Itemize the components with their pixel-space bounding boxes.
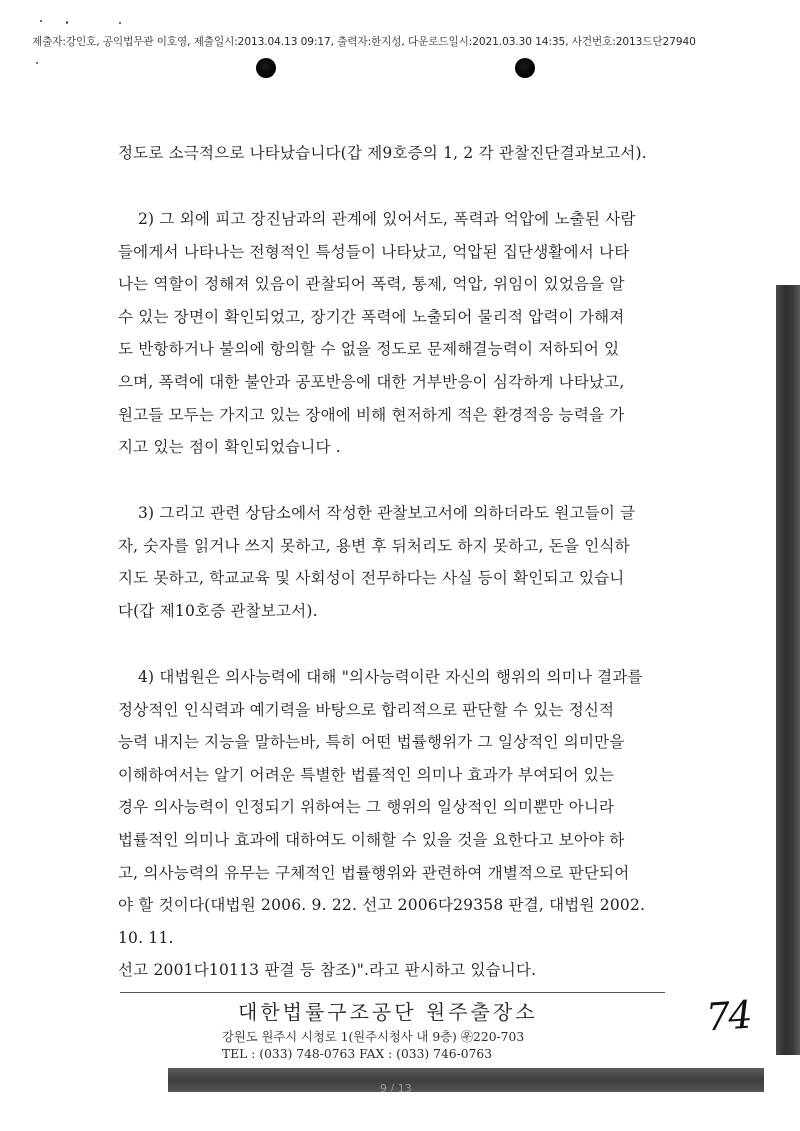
scan-speck [36, 62, 38, 64]
text-line: 고, 의사능력의 유무는 구체적인 법률행위와 관련하여 개별적으로 판단되어 [118, 863, 630, 882]
intro-line: 정도로 소극적으로 나타났습니다(갑 제9호증의 1, 2 각 관찰진단결과보고서). [118, 144, 647, 162]
text-line: 나는 역할이 정해져 있음이 관찰되어 폭력, 통제, 억압, 위임이 있었음을 알 [118, 275, 625, 294]
text-line: 다(갑 제10호증 관찰보고서). [118, 601, 318, 620]
text-line: 선고 2001다10113 판결 등 참조)".라고 판시하고 있습니다. [118, 961, 537, 980]
text-line: 4) 대법원은 의사능력에 대해 "의사능력이란 자신의 행위의 의미나 결과를 [138, 668, 643, 686]
text-line: 이해하여서는 알기 어려운 특별한 법률적인 의미나 효과가 부여되어 있는 [118, 765, 615, 784]
text-line: 원고들 모두는 가지고 있는 장애에 비해 현저하게 적은 환경적응 능력을 가 [118, 405, 625, 424]
text-line: 법률적인 의미나 효과에 대하여도 이해할 수 있을 것을 요한다고 보아야 하 [118, 830, 625, 849]
scan-speck [66, 21, 68, 24]
paragraph-2 [118, 203, 668, 464]
text-line: 도 반항하거나 불의에 항의할 수 없을 정도로 문제해결능력이 저하되어 있 [118, 340, 620, 359]
scan-shadow-bar [168, 1068, 764, 1092]
text-line: 2) 그 외에 피고 장진남과의 관계에 있어서도, 폭력과 억압에 노출된 사람 [138, 210, 636, 228]
organization-name: 대한법률구조공단 원주출장소 [238, 1000, 538, 1024]
text-line: 3) 그리고 관련 상담소에서 작성한 관찰보고서에 의하더라도 원고들이 글 [138, 504, 636, 522]
scan-speck [119, 22, 121, 24]
text-line: 들에게서 나타나는 전형적인 특성들이 나타났고, 억압된 집단생활에서 나타 [118, 242, 630, 261]
text-line: 지고 있는 점이 확인되었습니다 . [118, 438, 341, 457]
punch-hole-left [256, 58, 276, 78]
page-number: 9 / 13 [380, 1082, 412, 1095]
organization-address: 강원도 원주시 시청로 1(원주시청사 내 9층) ㉾220-703 [222, 1030, 525, 1044]
text-line: 야 할 것이다(대법원 2006. 9. 22. 선고 2006다29358 판결, 대법원 2002. 10. 11. [118, 896, 646, 947]
submission-metadata: 제출자:강인호, 공익법무관 이호영, 제출일시:2013.04.13 09:17, 출력자:한지성, 다운로드일시:2021.03.30 14:35, 사건번호:2013드단27940 [32, 36, 696, 48]
text-line: 정상적인 인식력과 예기력을 바탕으로 합리적으로 판단할 수 있는 정신적 [118, 700, 615, 719]
scan-speck [40, 20, 42, 22]
paragraph-3 [118, 497, 668, 627]
text-line: 으며, 폭력에 대한 불안과 공포반응에 대한 거부반응이 심각하게 나타났고, [118, 372, 625, 391]
text-line: 지도 못하고, 학교교육 및 사회성이 전무하다는 사실 등이 확인되고 있습니 [118, 569, 625, 588]
text-line: 능력 내지는 지능을 말하는바, 특히 어떤 법률행위가 그 일상적인 의미만을 [118, 733, 625, 752]
paragraph-4 [118, 661, 668, 987]
handwritten-page-mark: 74 [704, 992, 752, 1040]
punch-hole-right [515, 58, 535, 78]
text-line: 수 있는 장면이 확인되었고, 장기간 폭력에 노출되어 물리적 압력이 가해져 [118, 307, 625, 326]
organization-phone-fax: TEL : (033) 748-0763 FAX : (033) 746-0763 [222, 1047, 493, 1061]
footer-divider [120, 992, 665, 993]
scan-edge-shadow [776, 285, 800, 1055]
text-line: 자, 숫자를 읽거나 쓰지 못하고, 용변 후 뒤처리도 하지 못하고, 돈을 인식하 [118, 536, 630, 555]
text-line: 경우 의사능력이 인정되기 위하여는 그 행위의 일상적인 의미뿐만 아니라 [118, 798, 615, 817]
